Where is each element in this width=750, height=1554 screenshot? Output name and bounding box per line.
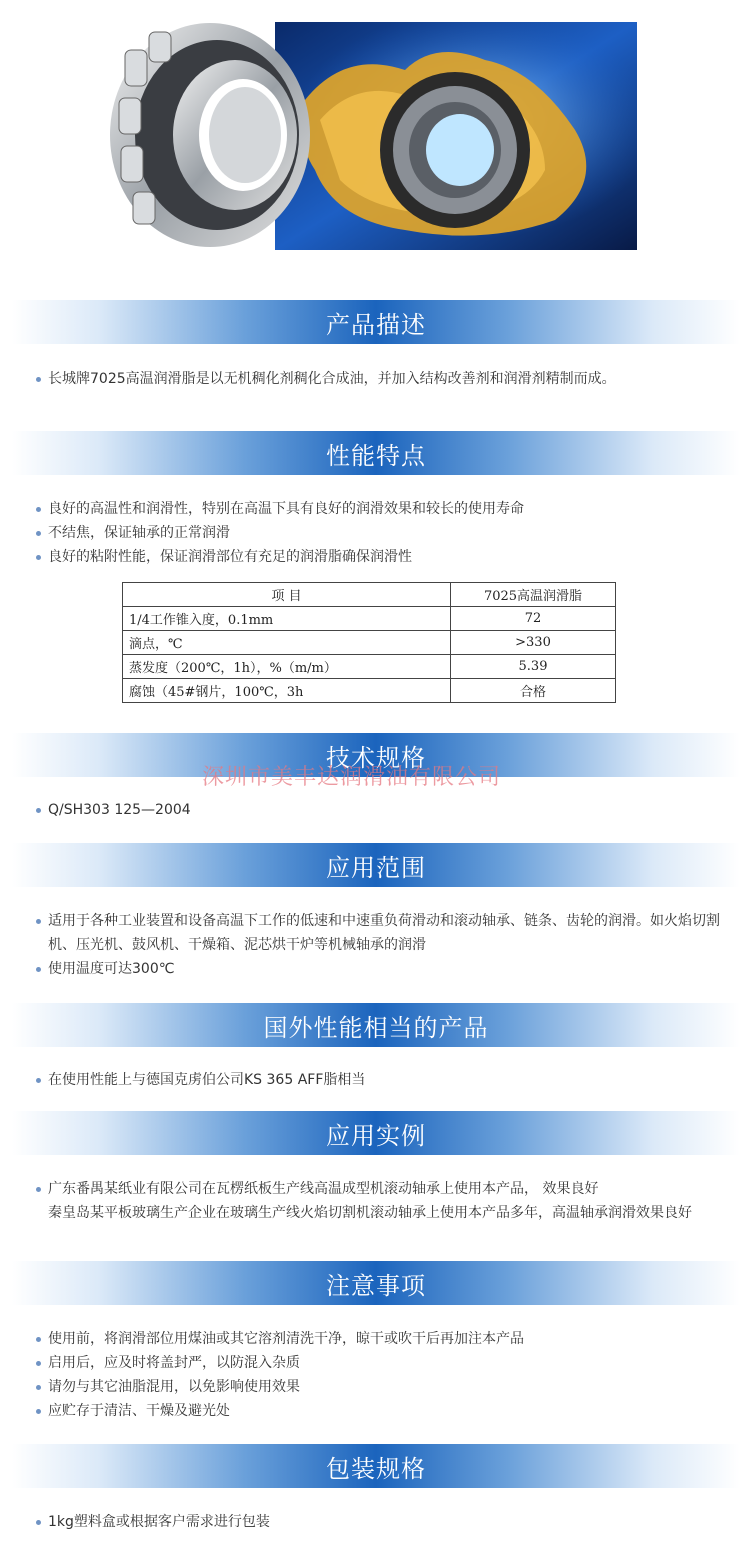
section-banner-foreign bbox=[12, 1003, 740, 1047]
section-title-application: 应用范围 bbox=[326, 853, 426, 882]
list-item: 适用于各种工业装置和设备高温下工作的低速和中速重负荷滑动和滚动轴承、链条、齿轮的润滑。如火焰切割机、压光机、鼓风机、干燥箱、泥芯烘干炉等机械轴承的润滑 bbox=[36, 909, 736, 957]
section-title-features: 性能特点 bbox=[326, 441, 426, 470]
list-item: 良好的高温性和润滑性，特别在高温下具有良好的润滑效果和较长的使用寿命 bbox=[36, 497, 736, 521]
table-header: 7025高温润滑脂 bbox=[451, 583, 616, 607]
list-item: 请勿与其它油脂混用，以免影响使用效果 bbox=[36, 1375, 736, 1399]
list-item: 广东番禺某纸业有限公司在瓦楞纸板生产线高温成型机滚动轴承上使用本产品， 效果良好 bbox=[36, 1177, 736, 1201]
section-body-spec bbox=[36, 798, 736, 822]
watermark-text: 深圳市美丰达润滑油有限公司 bbox=[202, 765, 502, 790]
section-body-package bbox=[36, 1510, 736, 1534]
table-header-row bbox=[123, 583, 616, 607]
section-banner-package bbox=[12, 1444, 740, 1488]
section-banner-features bbox=[12, 431, 740, 475]
section-title-spec: 技术规格 bbox=[326, 743, 426, 772]
section-title-desc: 产品描述 bbox=[326, 310, 426, 339]
table-cell: >330 bbox=[451, 631, 616, 655]
list-item: Q/SH303 125—2004 bbox=[36, 798, 736, 822]
table-cell: 5.39 bbox=[451, 655, 616, 679]
list-item: 使用前，将润滑部位用煤油或其它溶剂清洗干净，晾干或吹干后再加注本产品 bbox=[36, 1327, 736, 1351]
list-item: 1kg塑料盒或根据客户需求进行包装 bbox=[36, 1510, 736, 1534]
section-banner-desc bbox=[12, 300, 740, 344]
section-body-application bbox=[36, 909, 736, 981]
table-row bbox=[123, 631, 616, 655]
table-cell: 合格 bbox=[451, 679, 616, 703]
section-body-desc bbox=[36, 367, 736, 391]
table-cell: 1/4工作锥入度，0.1mm bbox=[123, 607, 451, 631]
list-item: 启用后，应及时将盖封严，以防混入杂质 bbox=[36, 1351, 736, 1375]
section-banner-application bbox=[12, 843, 740, 887]
bearing-illustration bbox=[105, 10, 637, 250]
section-banner-notes bbox=[12, 1261, 740, 1305]
list-item: 良好的粘附性能，保证润滑部位有充足的润滑脂确保润滑性 bbox=[36, 545, 736, 569]
section-title-foreign: 国外性能相当的产品 bbox=[263, 1013, 489, 1042]
table-row bbox=[123, 655, 616, 679]
hero-image bbox=[105, 10, 637, 250]
table-header: 项 目 bbox=[123, 583, 451, 607]
table-row bbox=[123, 607, 616, 631]
list-item: 秦皇岛某平板玻璃生产企业在玻璃生产线火焰切割机滚动轴承上使用本产品多年，高温轴承润滑效果良好 bbox=[48, 1205, 692, 1221]
spec-table bbox=[122, 582, 616, 703]
list-item: 应贮存于清洁、干燥及避光处 bbox=[36, 1399, 736, 1423]
table-cell: 72 bbox=[451, 607, 616, 631]
table-cell: 蒸发度（200℃，1h），%（m/m） bbox=[123, 655, 451, 679]
section-title-notes: 注意事项 bbox=[326, 1271, 426, 1300]
section-body-foreign bbox=[36, 1068, 736, 1092]
list-item: 在使用性能上与德国克虏伯公司KS 365 AFF脂相当 bbox=[36, 1068, 736, 1092]
section-banner-cases bbox=[12, 1111, 740, 1155]
section-body-notes bbox=[36, 1327, 736, 1423]
list-item: 使用温度可达300℃ bbox=[36, 957, 736, 981]
section-title-cases: 应用实例 bbox=[326, 1121, 426, 1150]
section-body-features bbox=[36, 497, 736, 569]
list-item: 不结焦，保证轴承的正常润滑 bbox=[36, 521, 736, 545]
section-title-package: 包装规格 bbox=[326, 1454, 426, 1483]
table-cell: 滴点，℃ bbox=[123, 631, 451, 655]
list-item: 长城牌7025高温润滑脂是以无机稠化剂稠化合成油，并加入结构改善剂和润滑剂精制而成。 bbox=[36, 367, 736, 391]
table-row bbox=[123, 679, 616, 703]
table-cell: 腐蚀（45#钢片，100℃，3h bbox=[123, 679, 451, 703]
section-body-cases bbox=[36, 1177, 736, 1225]
